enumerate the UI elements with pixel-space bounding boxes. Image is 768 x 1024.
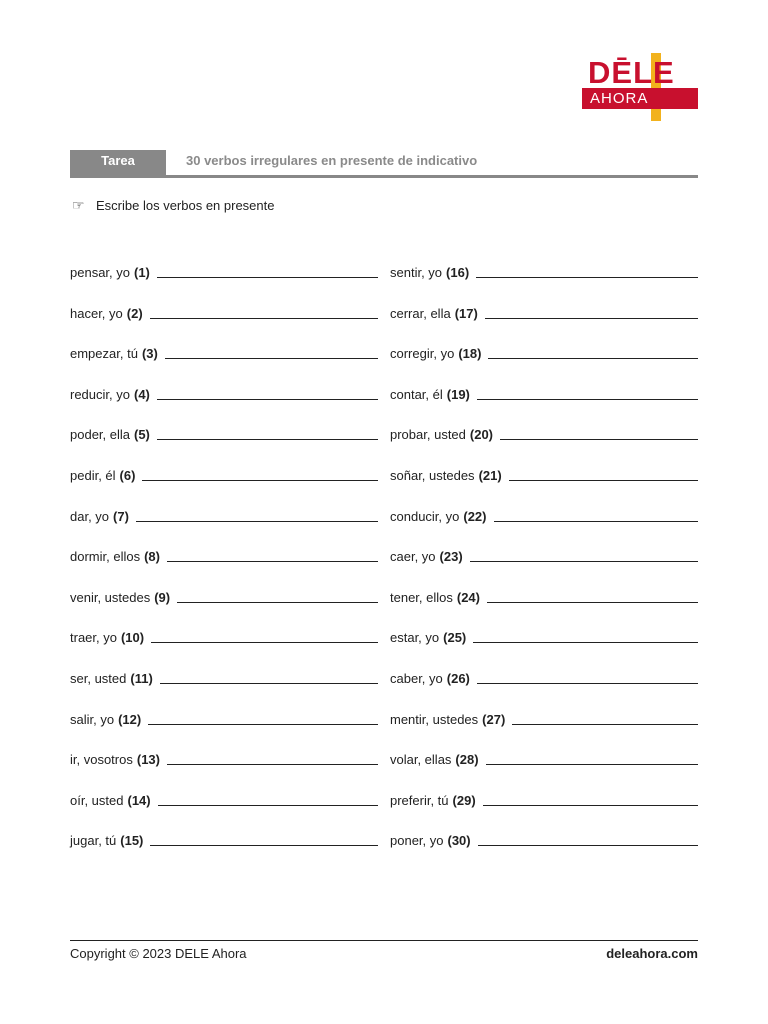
pointing-hand-icon: ☞ xyxy=(72,197,85,213)
answer-blank[interactable] xyxy=(160,683,378,684)
answer-blank[interactable] xyxy=(157,439,378,440)
answer-blank[interactable] xyxy=(177,602,378,603)
answer-blank[interactable] xyxy=(486,764,698,765)
exercise-item xyxy=(70,424,378,442)
item-number: (10) xyxy=(120,630,145,646)
exercise-item xyxy=(390,830,698,848)
item-number: (7) xyxy=(113,508,129,524)
exercise-item xyxy=(70,262,378,280)
answer-blank[interactable] xyxy=(142,480,378,481)
verb-prompt: poner, yo xyxy=(390,833,444,849)
task-title: 30 verbos irregulares en presente de indicativo xyxy=(186,153,478,168)
verb-prompt: pedir, él xyxy=(70,467,116,483)
verb-prompt: dar, yo xyxy=(70,508,110,524)
item-number: (12) xyxy=(118,711,142,727)
item-number: (19) xyxy=(446,386,470,402)
dele-ahora-logo xyxy=(582,53,700,121)
item-number: (11) xyxy=(130,670,153,686)
footer-divider xyxy=(70,940,698,941)
item-number: (30) xyxy=(447,833,471,849)
answer-blank[interactable] xyxy=(476,277,698,278)
exercise-item xyxy=(390,384,698,402)
verb-prompt: reducir, yo xyxy=(70,386,130,402)
answer-blank[interactable] xyxy=(478,845,698,846)
answer-blank[interactable] xyxy=(500,439,698,440)
item-number: (28) xyxy=(455,752,479,768)
exercise-item xyxy=(70,587,378,605)
item-number: (27) xyxy=(482,711,506,727)
answer-blank[interactable] xyxy=(167,764,378,765)
answer-blank[interactable] xyxy=(509,480,698,481)
exercise-item xyxy=(390,343,698,361)
verb-prompt: oír, usted xyxy=(70,792,124,808)
answer-blank[interactable] xyxy=(477,399,698,400)
verb-prompt: sentir, yo xyxy=(390,265,443,280)
exercise-item xyxy=(390,587,698,605)
instruction-text: Escribe los verbos en presente xyxy=(96,198,275,213)
item-number: (18) xyxy=(458,346,482,362)
header-divider xyxy=(70,175,698,178)
answer-blank[interactable] xyxy=(483,805,698,806)
verb-prompt: conducir, yo xyxy=(390,508,460,524)
answer-blank[interactable] xyxy=(150,845,378,846)
item-number: (17) xyxy=(454,305,478,321)
exercise-item xyxy=(70,506,378,524)
verb-prompt: soñar, ustedes xyxy=(390,467,475,483)
answer-blank[interactable] xyxy=(477,683,698,684)
verb-prompt: pensar, yo xyxy=(70,265,130,280)
task-header xyxy=(70,150,698,178)
answer-blank[interactable] xyxy=(158,805,378,806)
answer-blank[interactable] xyxy=(151,642,378,643)
item-number: (26) xyxy=(446,670,470,686)
answer-blank[interactable] xyxy=(157,399,378,400)
instruction xyxy=(72,196,274,215)
verb-prompt: ser, usted xyxy=(70,670,127,686)
item-number: (1) xyxy=(134,265,150,280)
item-number: (24) xyxy=(456,589,480,605)
item-number: (3) xyxy=(141,346,158,362)
exercise-item xyxy=(70,303,378,321)
verb-prompt: probar, usted xyxy=(390,427,466,443)
item-number: (6) xyxy=(119,467,136,483)
verb-prompt: tener, ellos xyxy=(390,589,453,605)
item-number: (23) xyxy=(439,549,463,565)
answer-blank[interactable] xyxy=(470,561,698,562)
item-number: (20) xyxy=(469,427,494,443)
answer-blank[interactable] xyxy=(136,521,378,522)
verb-prompt: mentir, ustedes xyxy=(390,711,479,727)
item-number: (4) xyxy=(133,386,150,402)
item-number: (8) xyxy=(144,549,160,565)
answer-blank[interactable] xyxy=(157,277,378,278)
verb-prompt: venir, ustedes xyxy=(70,589,151,605)
item-number: (13) xyxy=(136,752,160,768)
item-number: (2) xyxy=(126,305,143,321)
verb-prompt: contar, él xyxy=(390,386,443,402)
verb-prompt: traer, yo xyxy=(70,630,117,646)
exercise-item xyxy=(390,790,698,808)
item-number: (16) xyxy=(446,265,470,280)
exercise-item xyxy=(390,424,698,442)
verb-prompt: caber, yo xyxy=(390,670,443,686)
answer-blank[interactable] xyxy=(487,602,698,603)
site-link[interactable]: deleahora.com xyxy=(606,946,698,961)
exercise-item xyxy=(70,668,378,686)
copyright-text: Copyright © 2023 DELE Ahora xyxy=(70,946,247,961)
exercise-item xyxy=(390,749,698,767)
answer-blank[interactable] xyxy=(165,358,378,359)
verb-prompt: hacer, yo xyxy=(70,305,123,321)
verb-prompt: preferir, tú xyxy=(390,792,449,808)
verb-prompt: jugar, tú xyxy=(70,833,117,849)
verb-prompt: salir, yo xyxy=(70,711,115,727)
exercise-item xyxy=(390,465,698,483)
answer-blank[interactable] xyxy=(473,642,698,643)
exercise-item xyxy=(70,709,378,727)
verb-prompt: estar, yo xyxy=(390,630,440,646)
answer-blank[interactable] xyxy=(488,358,698,359)
task-label: Tarea xyxy=(70,150,166,175)
exercise-item xyxy=(390,668,698,686)
verb-prompt: corregir, yo xyxy=(390,346,455,362)
exercise-item xyxy=(390,709,698,727)
verb-prompt: cerrar, ella xyxy=(390,305,451,321)
logo-word-ahora: AHORA xyxy=(590,90,649,107)
exercise-column-left xyxy=(70,262,378,871)
exercise-item xyxy=(390,627,698,645)
logo-word-dele: DĒLE xyxy=(588,55,675,90)
exercise-item xyxy=(70,790,378,808)
exercise-column-right xyxy=(390,262,698,871)
exercise-item xyxy=(70,343,378,361)
exercise-item xyxy=(390,506,698,524)
answer-blank[interactable] xyxy=(485,318,698,319)
exercise-item xyxy=(70,546,378,564)
answer-blank[interactable] xyxy=(494,521,699,522)
exercise-item xyxy=(390,262,698,280)
item-number: (14) xyxy=(127,792,151,808)
item-number: (25) xyxy=(443,630,467,646)
answer-blank[interactable] xyxy=(512,724,698,725)
answer-blank[interactable] xyxy=(148,724,378,725)
item-number: (9) xyxy=(154,589,171,605)
exercise-item xyxy=(70,384,378,402)
answer-blank[interactable] xyxy=(150,318,378,319)
exercise-item xyxy=(390,546,698,564)
item-number: (29) xyxy=(452,792,476,808)
verb-prompt: ir, vosotros xyxy=(70,752,133,768)
item-number: (15) xyxy=(120,833,144,849)
exercise-item xyxy=(390,303,698,321)
exercise-item xyxy=(70,465,378,483)
exercise-item xyxy=(70,830,378,848)
item-number: (5) xyxy=(134,427,150,443)
item-number: (22) xyxy=(463,508,487,524)
verb-prompt: poder, ella xyxy=(70,427,130,443)
verb-prompt: volar, ellas xyxy=(390,752,452,768)
exercise-item xyxy=(70,627,378,645)
item-number: (21) xyxy=(478,467,502,483)
verb-prompt: dormir, ellos xyxy=(70,549,141,565)
verb-prompt: caer, yo xyxy=(390,549,436,565)
exercise-item xyxy=(70,749,378,767)
verb-prompt: empezar, tú xyxy=(70,346,138,362)
answer-blank[interactable] xyxy=(167,561,378,562)
